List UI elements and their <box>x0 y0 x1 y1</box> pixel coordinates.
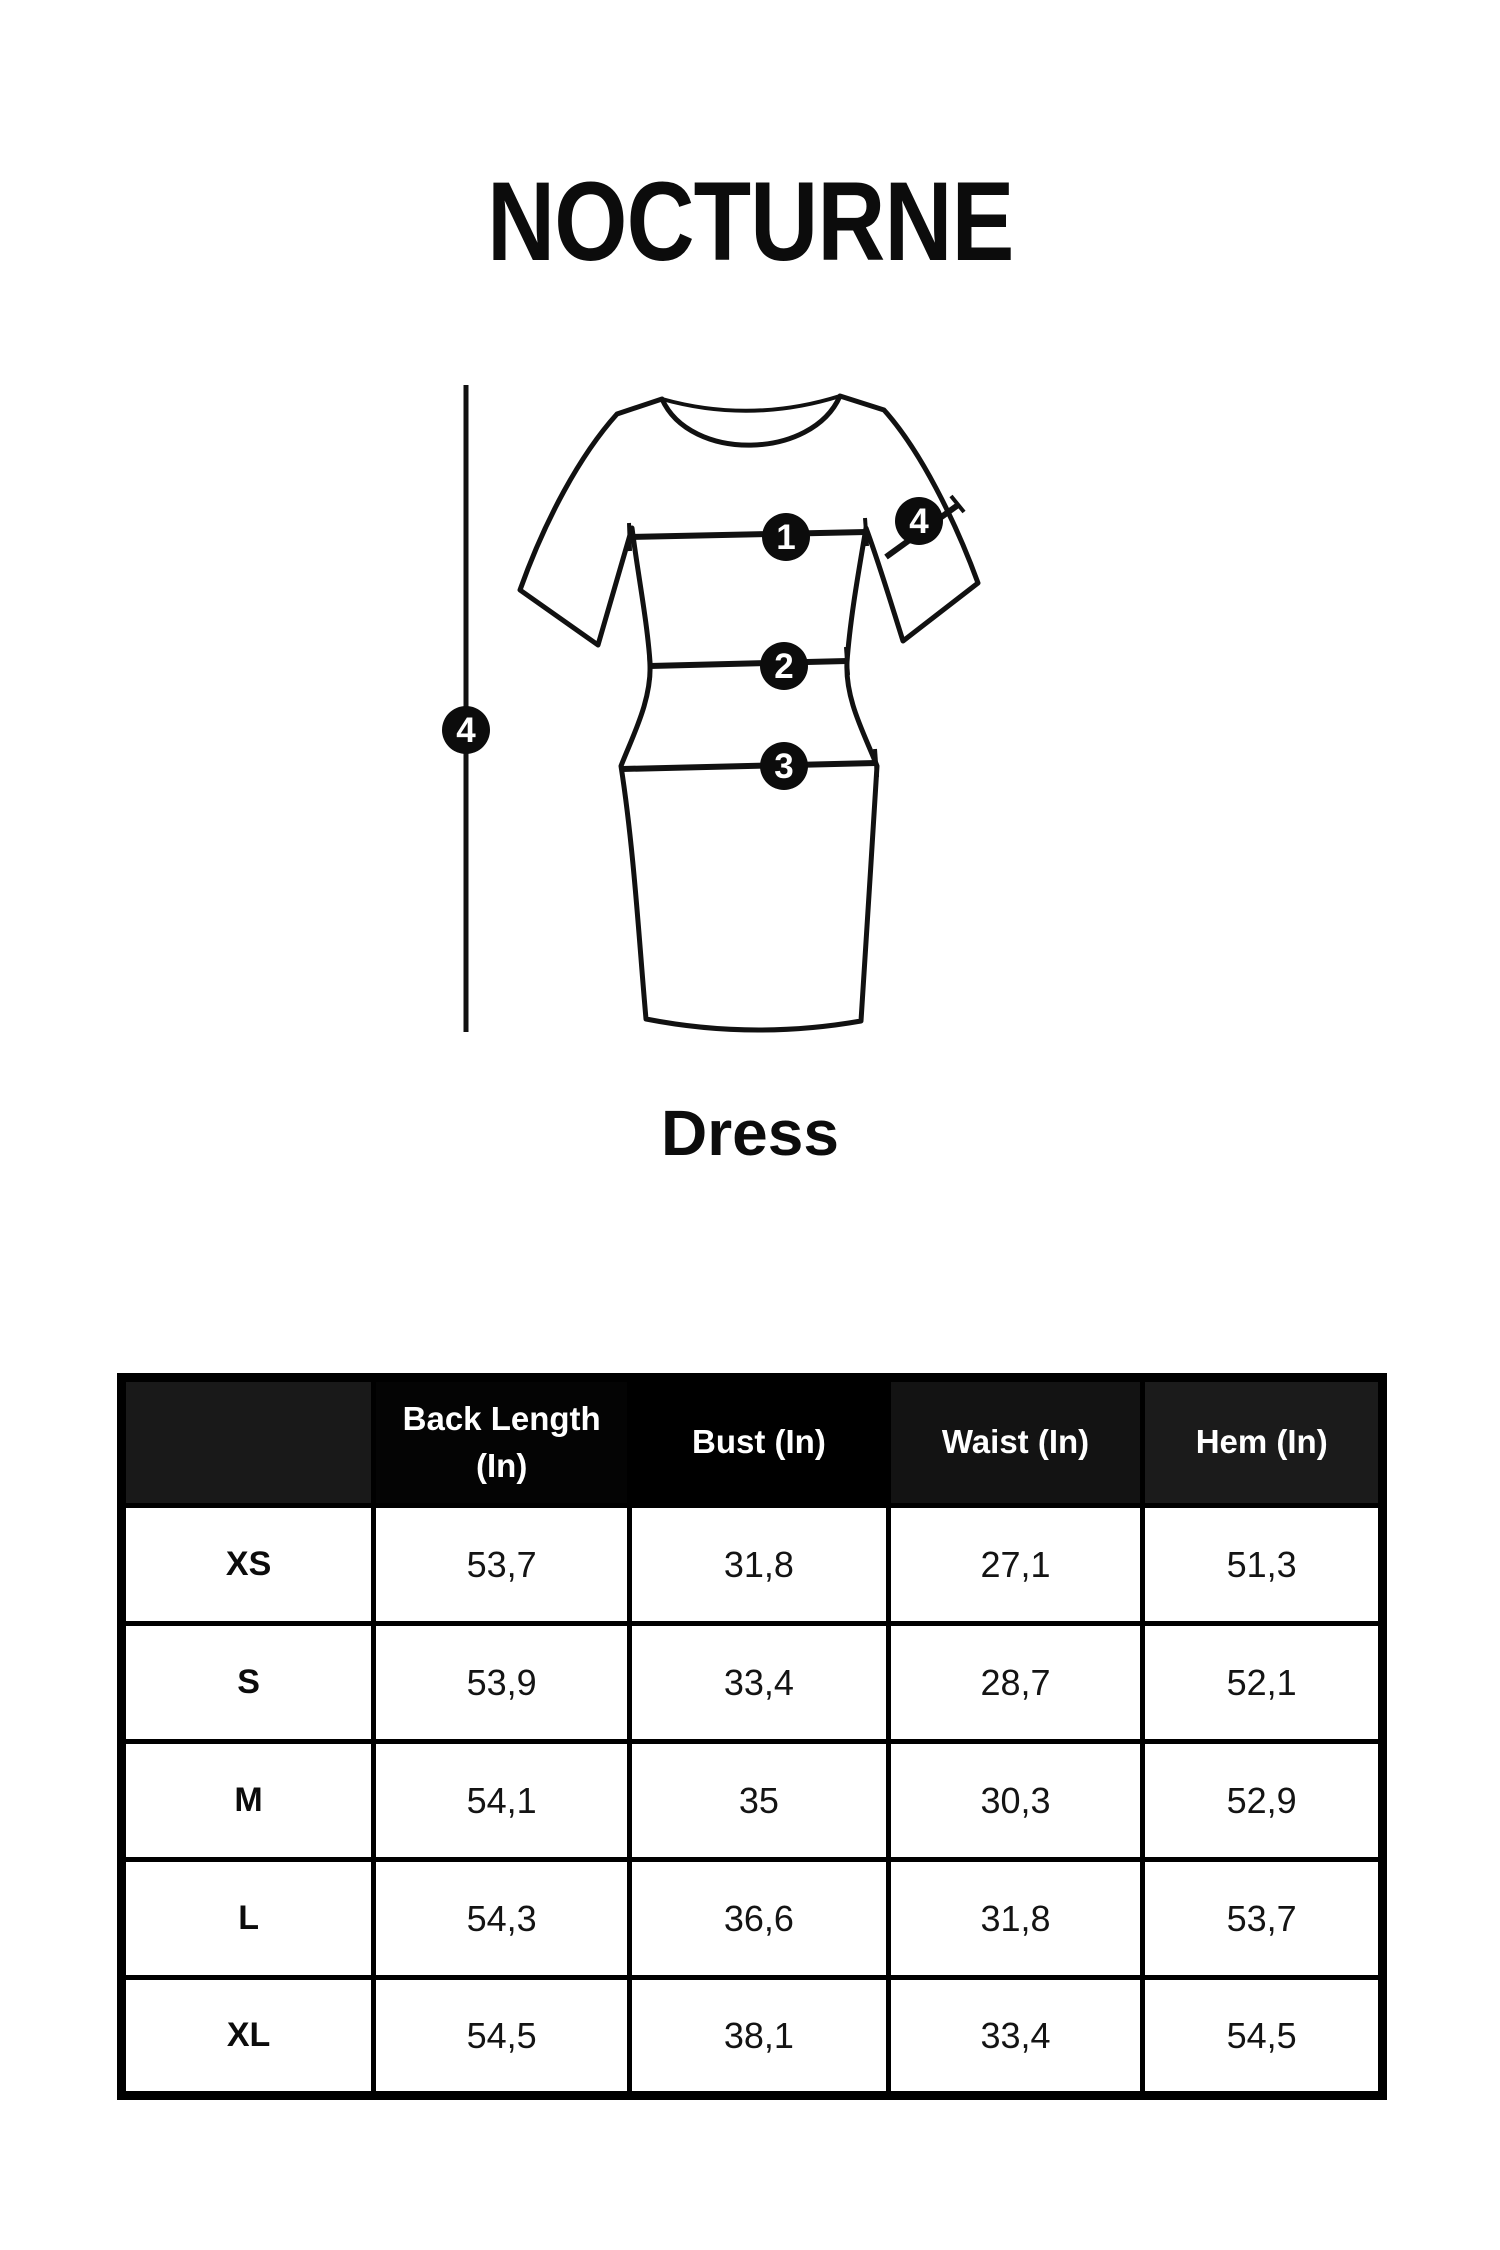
bust-line-tick-right <box>865 518 867 546</box>
table-cell: 35 <box>630 1742 889 1860</box>
brand-title-text: NOCTURNE <box>486 159 1014 284</box>
header-cell-bust: Bust (In) <box>630 1378 889 1506</box>
badge-waist <box>760 642 808 690</box>
size-label: XL <box>122 1978 374 2096</box>
table-cell: 33,4 <box>888 1978 1143 2096</box>
table-cell: 52,9 <box>1143 1742 1383 1860</box>
badge-bust-number: 1 <box>776 518 796 557</box>
size-label: S <box>122 1624 374 1742</box>
table-header-row <box>122 1378 1383 1506</box>
table-cell: 53,9 <box>374 1624 630 1742</box>
table-cell: 28,7 <box>888 1624 1143 1742</box>
collar-back-line <box>662 396 840 411</box>
badge-hem-number: 3 <box>774 747 794 786</box>
table-cell: 36,6 <box>630 1860 889 1978</box>
table-cell: 31,8 <box>888 1860 1143 1978</box>
badge-back-length-number: 4 <box>456 711 476 750</box>
table-cell: 52,1 <box>1143 1624 1383 1742</box>
table-cell: 27,1 <box>888 1506 1143 1624</box>
table-row-xs <box>122 1506 1383 1624</box>
table-cell: 30,3 <box>888 1742 1143 1860</box>
size-label: XS <box>122 1506 374 1624</box>
badge-back-length <box>442 706 490 754</box>
badge-sleeve <box>895 497 943 545</box>
waist-line-tick-left <box>649 652 650 680</box>
table-cell: 53,7 <box>374 1506 630 1624</box>
dress-outline <box>520 396 978 1030</box>
waist-line-tick-right <box>846 647 848 675</box>
header-cell-size <box>122 1378 374 1506</box>
hem-line-tick-right <box>875 749 877 777</box>
table-cell: 38,1 <box>630 1978 889 2096</box>
badge-waist-number: 2 <box>774 647 794 686</box>
table-row-s <box>122 1624 1383 1742</box>
table-cell: 51,3 <box>1143 1506 1383 1624</box>
header-cell-hem: Hem (In) <box>1143 1378 1383 1506</box>
size-label: L <box>122 1860 374 1978</box>
size-table <box>117 1373 1387 2095</box>
header-cell-back-length: Back Length (In) <box>374 1378 630 1506</box>
table-cell: 31,8 <box>630 1506 889 1624</box>
table-row-l <box>122 1860 1383 1978</box>
table-cell: 54,5 <box>374 1978 630 2096</box>
table-cell: 54,3 <box>374 1860 630 1978</box>
table-cell: 54,1 <box>374 1742 630 1860</box>
bust-line-tick-left <box>629 523 630 551</box>
badge-bust <box>762 513 810 561</box>
table-row-xl <box>122 1978 1383 2096</box>
header-cell-waist: Waist (In) <box>888 1378 1143 1506</box>
table-row-m <box>122 1742 1383 1860</box>
badge-hem <box>760 742 808 790</box>
table-cell: 53,7 <box>1143 1860 1383 1978</box>
diagram-caption: Dress <box>661 1097 839 1169</box>
size-label: M <box>122 1742 374 1860</box>
table-cell: 54,5 <box>1143 1978 1383 2096</box>
table-cell: 33,4 <box>630 1624 889 1742</box>
badge-sleeve-number: 4 <box>909 502 929 541</box>
